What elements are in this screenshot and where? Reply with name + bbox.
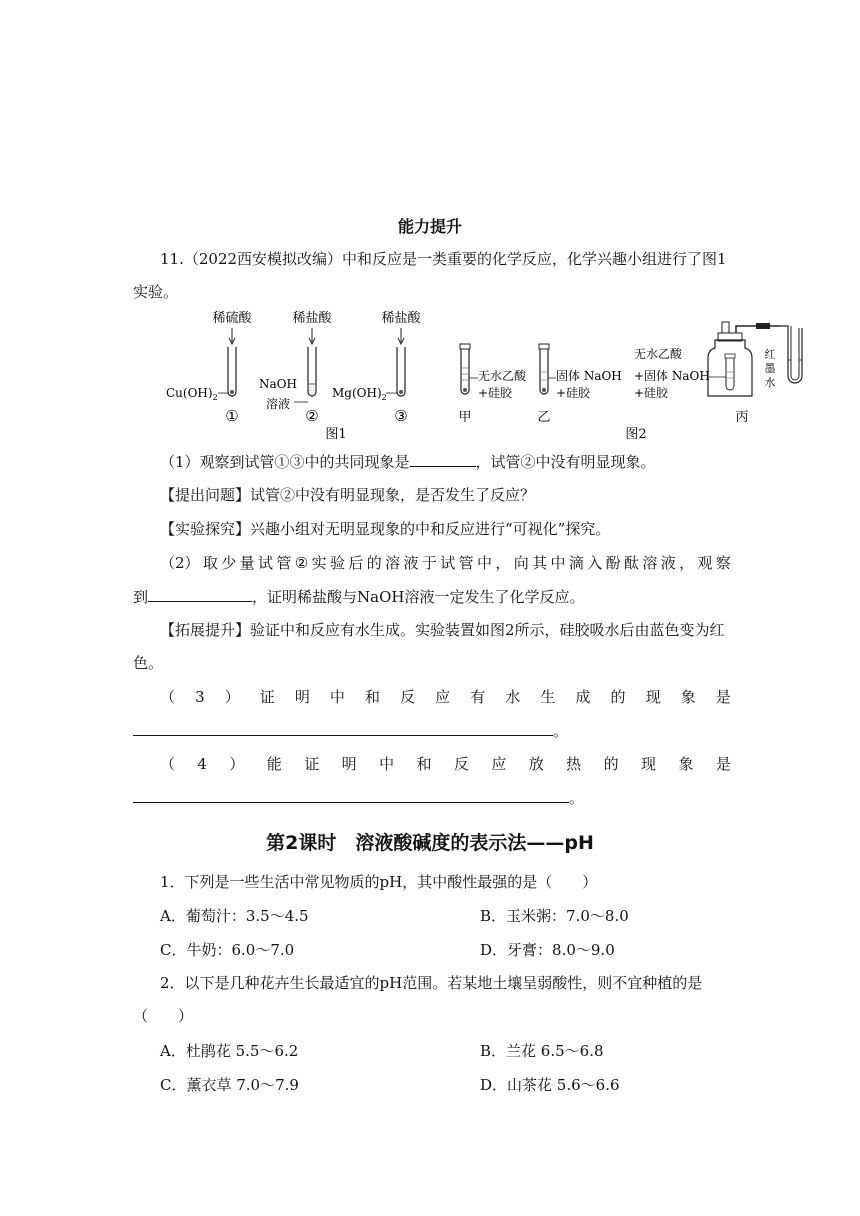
q2-option-b[interactable]: B．兰花 6.5～6.8 <box>480 1042 604 1060</box>
experiment-explore: 【实验探究】兴趣小组对无明显现象的中和反应进行“可视化”探究。 <box>160 520 611 538</box>
figure-2-caption: 图2 <box>625 427 647 442</box>
q11-part3-line2: 。 <box>133 720 568 741</box>
tube1-number: ① <box>225 407 239 425</box>
tube1-reagent-label: 稀硫酸 <box>212 311 252 326</box>
q1-stem: 1．下列是一些生活中常见物质的pH，其中酸性最强的是（ ） <box>160 873 598 891</box>
raise-question: 【提出问题】试管②中没有明显现象，是否发生了反应？ <box>160 486 536 504</box>
answer-blank-2[interactable] <box>148 586 252 602</box>
experiment-figures <box>160 300 820 448</box>
section-title: 能力提升 <box>397 217 462 236</box>
test-tube-2 <box>259 310 332 425</box>
q11-intro-line1: 11.（2022西安模拟改编）中和反应是一类重要的化学反应，化学兴趣小组进行了图1 <box>160 250 727 268</box>
yi-label-2: +硅胶 <box>556 386 591 400</box>
jia-label-2: +硅胶 <box>478 386 513 400</box>
q2-option-c[interactable]: C．薰衣草 7.0～7.9 <box>160 1076 299 1094</box>
bing-label-1: 无水乙酸 <box>634 347 683 361</box>
q2-option-a[interactable]: A．杜鹃花 5.5～6.2 <box>160 1042 299 1060</box>
q11-part3-line1: （ 3 ） 证 明 中 和 反 应 有 水 生 成 的 现 象 是 <box>160 688 731 706</box>
figure-2 <box>458 322 802 442</box>
tube3-reagent-label: 稀盐酸 <box>381 311 421 326</box>
tube-jia <box>458 344 527 425</box>
tube2-solution-label-bottom: 溶液 <box>265 397 291 411</box>
bing-label-3: +硅胶 <box>634 386 669 400</box>
tube2-number: ② <box>305 407 319 425</box>
q11-intro-line2: 实验。 <box>133 283 179 301</box>
test-tube-3 <box>332 310 421 425</box>
q11-part1: （1）观察到试管①③中的共同现象是 ，试管②中没有明显现象。 <box>160 453 656 471</box>
answer-blank-3[interactable] <box>133 720 553 736</box>
tube3-number: ③ <box>394 407 408 425</box>
q2-stem-line1: 2．以下是几种花卉生长最适宜的pH范围。若某地土壤呈弱酸性，则不宜种植的是 <box>160 974 703 992</box>
q11-part4-line2: 。 <box>133 787 584 808</box>
q11-part2-line1: （2） 取 少 量 试 管 ② 实 验 后 的 溶 液 于 试 管 中 ， 向 其 中 滴 入 酚 酞 溶 液 ， 观 察 <box>160 554 731 572</box>
jia-name: 甲 <box>458 410 472 425</box>
apparatus-bing <box>634 322 802 425</box>
q1-option-c[interactable]: C．牛奶：6.0～7.0 <box>160 941 295 959</box>
answer-blank-4[interactable] <box>133 787 569 803</box>
figure-1-caption: 图1 <box>325 427 347 442</box>
yi-name: 乙 <box>537 410 551 425</box>
figure-1 <box>166 310 421 442</box>
answer-blank-1[interactable] <box>410 451 476 467</box>
yi-label-1: 固体 NaOH <box>556 369 622 383</box>
lesson-title: 第2课时 溶液酸碱度的表示法——pH <box>266 832 594 854</box>
ink-label-1: 红 <box>764 348 776 361</box>
q1-option-b[interactable]: B．玉米粥：7.0～8.0 <box>480 907 629 925</box>
q11-part4-line1: （ 4 ） 能 证 明 中 和 反 应 放 热 的 现 象 是 <box>160 755 731 773</box>
bing-label-2: +固体 NaOH <box>634 369 710 383</box>
ink-label-3: 水 <box>764 376 776 389</box>
tube-yi <box>537 344 621 425</box>
q2-option-d[interactable]: D．山茶花 5.6～6.6 <box>480 1076 620 1094</box>
q11-part2-line2: 到 ，证明稀盐酸与NaOH溶液一定发生了化学反应。 <box>133 588 585 606</box>
q2-stem-line2: （ ） <box>133 1007 194 1025</box>
bing-name: 丙 <box>735 410 749 425</box>
q1-option-d[interactable]: D．牙膏：8.0～9.0 <box>480 941 615 959</box>
extend-line1: 【拓展提升】验证中和反应有水生成。实验装置如图2所示，硅胶吸水后由蓝色变为红 <box>160 621 725 639</box>
tube1-solid-label: $Cu(OH)_2$ <box>166 386 218 402</box>
q1-option-a[interactable]: A．葡萄汁：3.5～4.5 <box>160 907 309 925</box>
jia-label-1: 无水乙酸 <box>478 369 527 383</box>
test-tube-1 <box>166 310 252 425</box>
tube3-solid-label: $Mg(OH)_2$ <box>332 386 387 402</box>
tube2-reagent-label: 稀盐酸 <box>292 311 332 326</box>
extend-line2: 色。 <box>133 654 164 672</box>
ink-label-2: 墨 <box>764 362 776 375</box>
tube2-solution-label-top: NaOH <box>259 377 297 391</box>
